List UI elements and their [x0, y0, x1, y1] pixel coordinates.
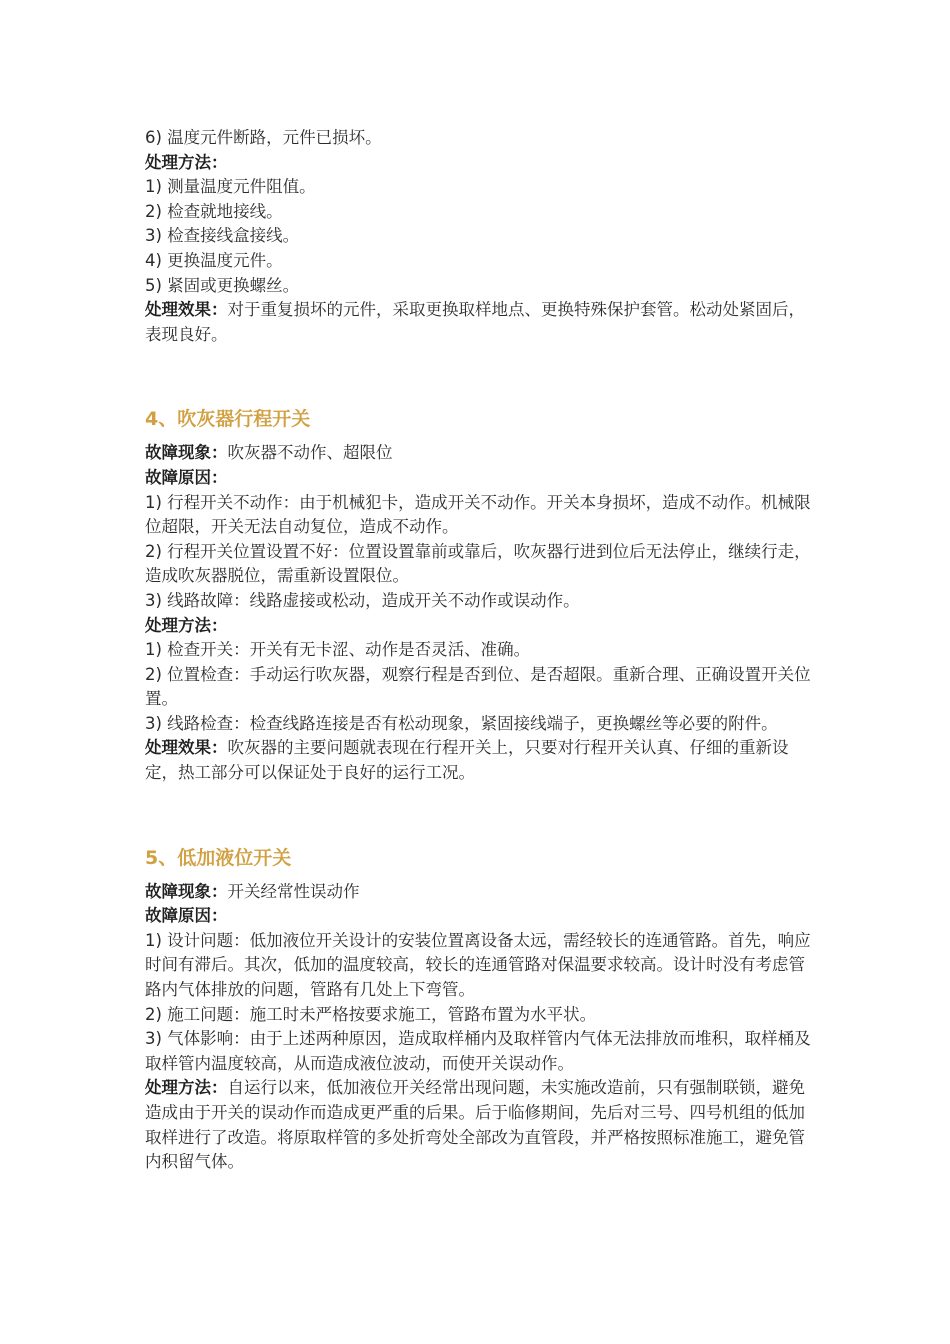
effect-paragraph [145, 298, 813, 347]
symptom-label: 故障现象： [145, 881, 228, 901]
cause-item: 1) 行程开关不动作：由于机械犯卡，造成开关不动作。开关本身损坏，造成不动作。机械限位超限，开关无法自动复位，造成不动作。 [145, 492, 811, 537]
method-label: 处理方法： [145, 152, 228, 172]
method-item: 3) 检查接线盒接线。 [145, 226, 300, 246]
cause-item: 2) 行程开关位置设置不好：位置设置靠前或靠后，吹灰器行进到位后无法停止，继续行走，造成吹灰器脱位，需重新设置限位。 [145, 541, 811, 586]
method-text: 自运行以来，低加液位开关经常出现问题，未实施改造前，只有强制联锁，避免造成由于开关的误动作而造成更严重的后果。后于临修期间，先后对三号、四号机组的低加取样进行了改造。将原取样管的多处折弯处全部改为直管段，并严格按照标准施工，避免管内积留气体。 [145, 1078, 805, 1172]
method-item: 5) 紧固或更换螺丝。 [145, 275, 300, 295]
document-page [145, 126, 813, 1175]
cause-label: 故障原因： [145, 906, 228, 926]
method-item: 1) 检查开关：开关有无卡涩、动作是否灵活、准确。 [145, 640, 531, 660]
method-paragraph [145, 1076, 813, 1174]
symptom-text: 开关经常性误动作 [227, 881, 360, 901]
method-item: 3) 线路检查：检查线路连接是否有松动现象，紧固接线端子，更换螺丝等必要的附件。 [145, 713, 778, 733]
symptom-text: 吹灰器不动作、超限位 [227, 443, 393, 463]
section-heading: 5、低加液位开关 [145, 846, 292, 869]
cause-item: 2) 施工问题：施工时未严格按要求施工，管路布置为水平状。 [145, 1004, 597, 1024]
effect-paragraph [145, 736, 813, 785]
method-label: 处理方法： [145, 615, 228, 635]
cause-item: 3) 气体影响：由于上述两种原因，造成取样桶内及取样管内气体无法排放而堆积，取样桶及取样管内温度较高，从而造成液位波动，而使开关误动作。 [145, 1029, 811, 1073]
effect-text: 吹灰器的主要问题就表现在行程开关上，只要对行程开关认真、仔细的重新设定，热工部分可以保证处于良好的运行工况。 [145, 738, 789, 783]
method-item: 1) 测量温度元件阻值。 [145, 177, 316, 197]
fault-cause-item-6: 6) 温度元件断路，元件已损坏。 [145, 128, 382, 147]
symptom-paragraph [145, 880, 813, 905]
cause-item: 3) 线路故障：线路虚接或松动，造成开关不动作或误动作。 [145, 590, 580, 610]
method-item: 2) 位置检查：手动运行吹灰器，观察行程是否到位、是否超限。重新合理、正确设置开关位置。 [145, 664, 811, 709]
section-heading: 4、吹灰器行程开关 [145, 408, 311, 431]
method-label: 处理方法： [145, 1078, 228, 1098]
symptom-label: 故障现象： [145, 443, 228, 463]
effect-label: 处理效果： [145, 738, 228, 758]
symptom-paragraph [145, 441, 813, 466]
effect-label: 处理效果： [145, 300, 228, 320]
effect-text: 对于重复损坏的元件，采取更换取样地点、更换特殊保护套管。松动处紧固后，表现良好。 [145, 300, 805, 344]
cause-item: 1) 设计问题：低加液位开关设计的安装位置离设备太远，需经较长的连通管路。首先，响应时间有滞后。其次，低加的温度较高，较长的连通管路对保温要求较高。设计时没有考虑管路内气体排放的问题，管路有几处上下弯管。 [145, 930, 811, 1000]
cause-label: 故障原因： [145, 467, 228, 487]
method-item: 4) 更换温度元件。 [145, 250, 283, 270]
method-item: 2) 检查就地接线。 [145, 201, 283, 221]
